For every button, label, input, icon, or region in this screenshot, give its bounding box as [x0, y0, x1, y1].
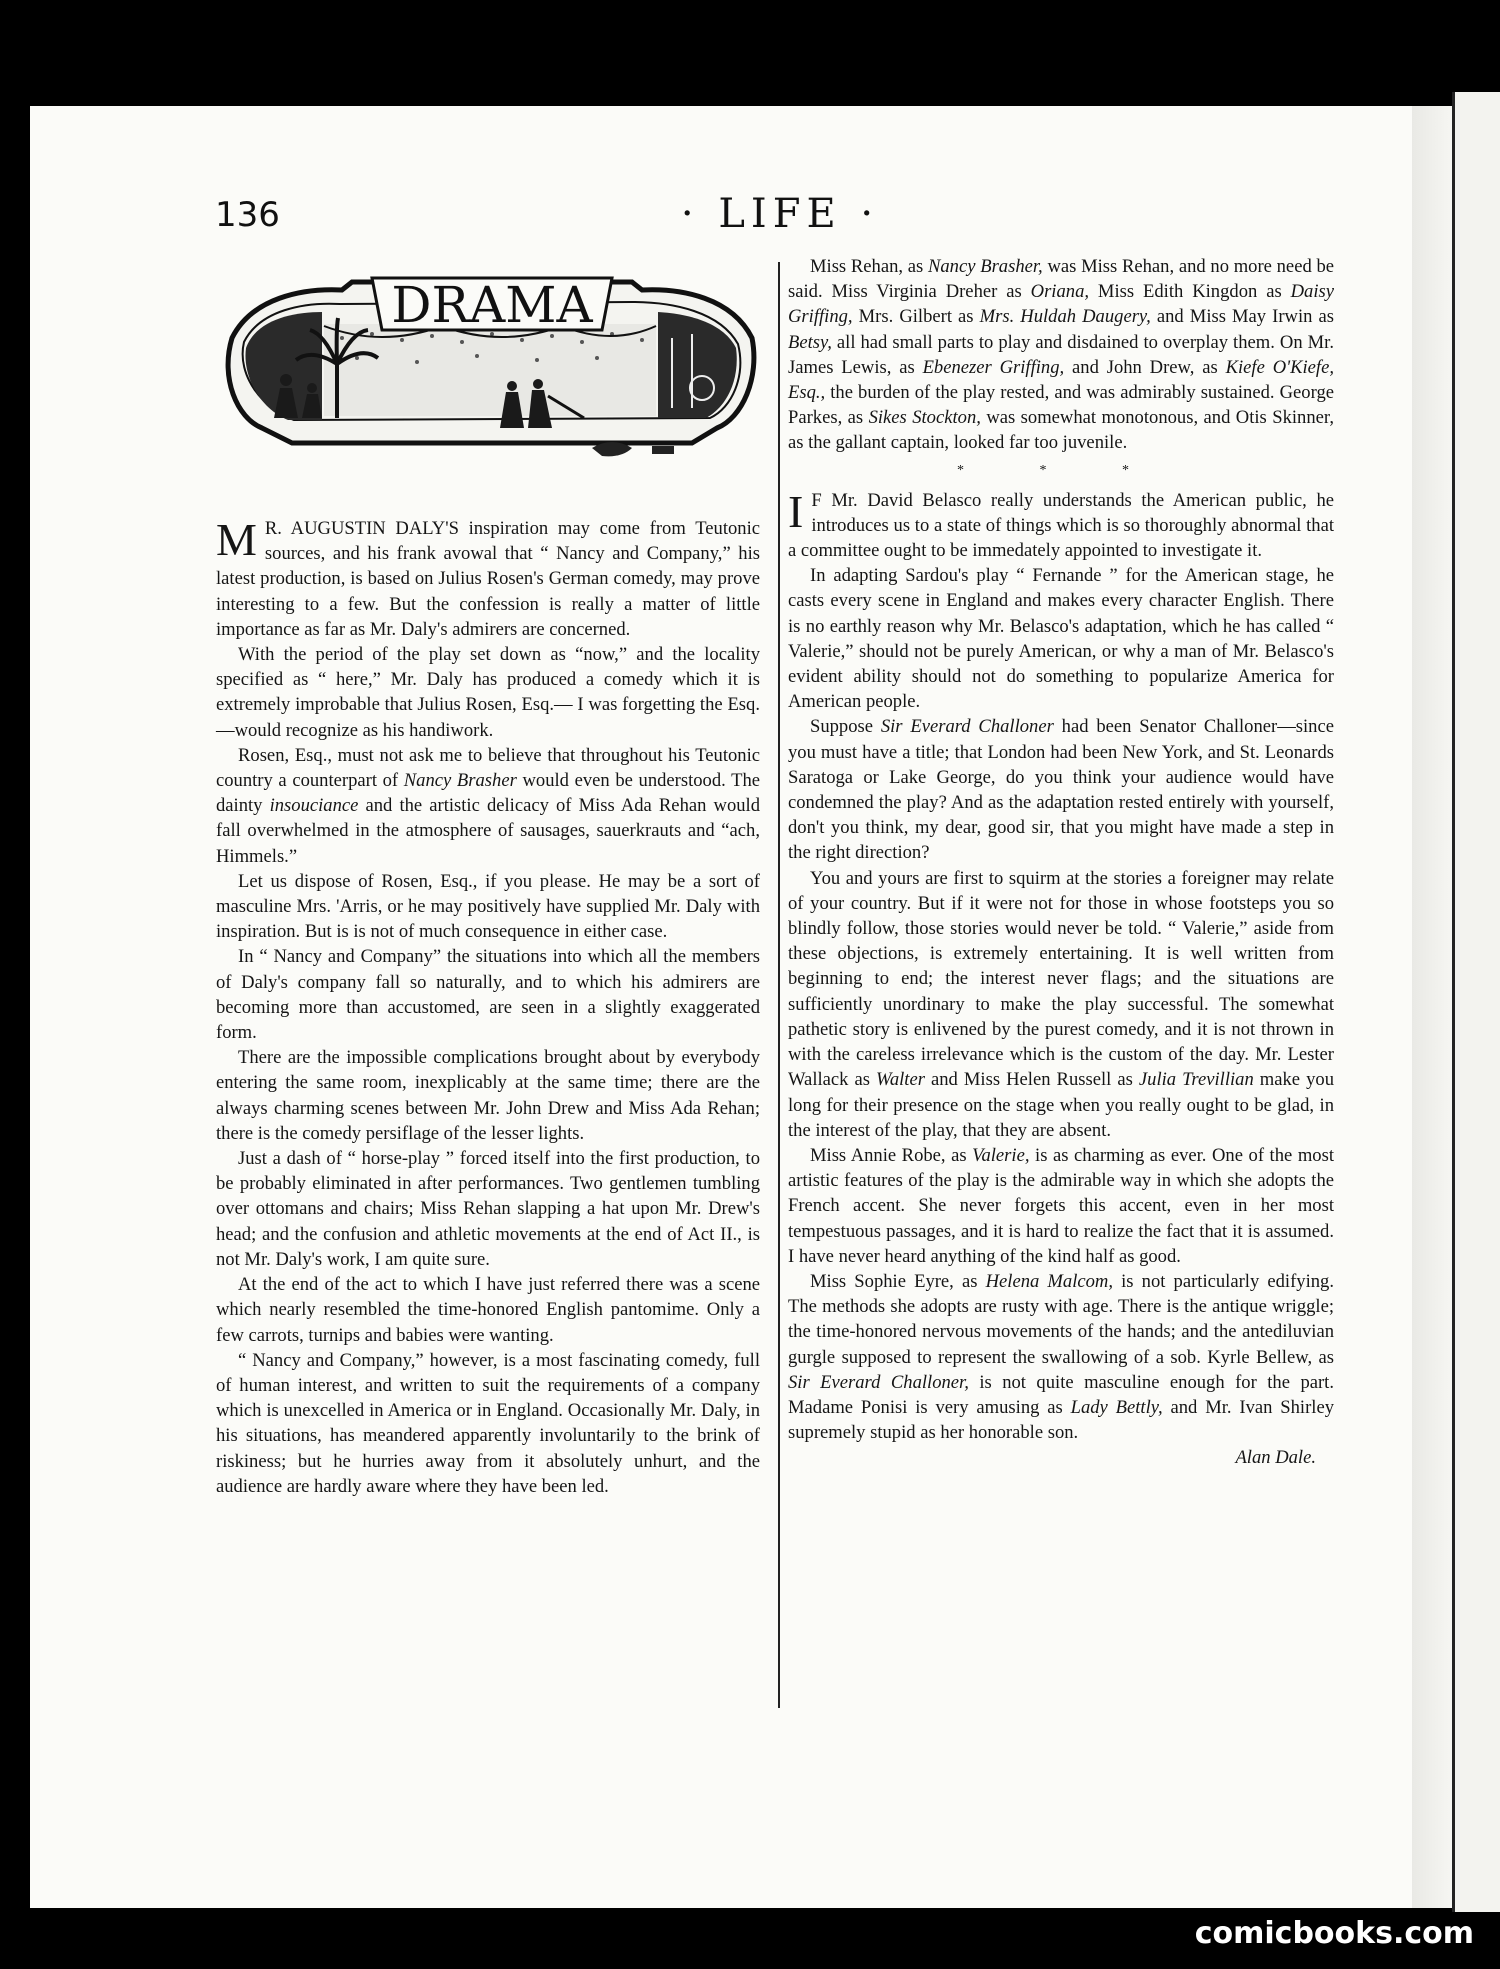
right-column	[788, 254, 1334, 1471]
section-separator: * * *	[957, 462, 1165, 478]
paragraph: In adapting Sardou's play “ Fernande ” for the American stage, he casts every scene in England and makes every character English. There is no earthly reason why Mr. Belasco's adaptation, which he has called “ Valerie,” should not be purely American, or why a man of Mr. Belasco's evident ability should not do something to popularize America for American people.	[788, 565, 1334, 713]
drama-stage-icon	[212, 268, 767, 490]
italic-name: Nancy Brasher	[403, 770, 517, 792]
paragraph: Miss Rehan, as Nancy Brasher, was Miss Rehan, and no more need be said. Miss Virginia Dreher as Oriana, Miss Edith Kingdon as Daisy Griffing, Mrs. Gilbert as Mrs. Huldah Daugery, and Miss May Irwin as Betsy, all had small parts to play and disdained to overplay them. On Mr. James Lewis, as Ebenezer Griffing, and John Drew, as Kiefe O'Kiefe, Esq., the burden of the play rested, and was admirably sustained. George Parkes, as Sikes Stockton, was somewhat monotonous, and Otis Skinner, as the gallant captain, looked far too juvenile.	[788, 256, 1335, 454]
paragraph: “ Nancy and Company,” however, is a most fascinating comedy, full of human interest, and written to suit the requirements of a company which is unexcelled in America or in England. Occasionally Mr. Daly, in his situations, has meandered apparently involuntarily to the brink of riskiness; but he hurries away from it absolutely unhurt, and the audience are hardly aware where they have been led.	[216, 1349, 760, 1497]
left-column	[216, 516, 760, 1499]
paragraph: There are the impossible complications brought about by everybody entering the same room, inexplicably at the same time; there are the always charming scenes between Mr. John Drew and Miss Ada Rehan; there is the comedy persiflage of the lesser lights.	[216, 1047, 760, 1144]
paragraph: At the end of the act to which I have just referred there was a scene which nearly resembled the time-honored English pantomime. Only a few carrots, turnips and babies were wanting.	[216, 1274, 760, 1346]
author-signature: Alan Dale.	[1235, 1447, 1316, 1469]
paragraph: I F Mr. David Belasco really understands the American public, he introduces us to a state of things which is so thoroughly abnormal that a committee ought to be immedately appointed to investigate it.	[788, 485, 1334, 562]
page-gutter-shadow	[1412, 106, 1452, 1908]
drop-cap: I	[788, 485, 804, 537]
paragraph: Just a dash of “ horse-play ” forced itself into the first production, to be probably eliminated in after performances. Two gentlemen tumbling over ottomans and chairs; Miss Rehan slapping a hat upon Mr. Drew's head; and the confusion and athletic movements at the end of Act II., is not Mr. Daly's work, I am quite sure.	[216, 1148, 760, 1270]
paragraph	[216, 516, 760, 642]
drama-title: DRAMA	[391, 276, 593, 334]
paragraph-text: R. AUGUSTIN DALY'S inspiration may come from Teutonic sources, and his frank avowal that “ Nancy and Company,” his latest production, is based on Julius Rosen's German comedy, may prove interesting to a few. But the confession is really a matter of little importance as far as Mr. Daly's admirers are concerned.	[216, 518, 760, 640]
paragraph: In “ Nancy and Company” the situations into which all the members of Daly's company fall so naturally, and to which his admirers are becoming more than accustomed, are seen in a slightly exaggerated form.	[216, 946, 760, 1044]
adjacent-page-edge	[1452, 92, 1500, 1912]
paragraph: With the period of the play set down as “now,” and the locality specified as “ here,” Mr. Daly has produced a comedy which it is extremely improbable that Julius Rosen, Esq.— I was forgetting the Esq.—would recognize as his handiwork.	[216, 644, 760, 741]
paragraph: Let us dispose of Rosen, Esq., if you please. He may be a sort of masculine Mrs. 'Arris, or he may positively have supplied Mr. Daly with inspiration. But is is not of much consequence in either case.	[216, 870, 760, 943]
source-watermark: comicbooks.com	[1194, 1916, 1474, 1951]
paragraph: Miss Sophie Eyre, as Helena Malcom, is not particularly edifying. The methods she adopts are rusty with age. There is the antique wriggle; the time-honored nervous movements of the hands; and the antediluvian gurgle supposed to represent the swallowing of a sob. Kyrle Bellew, as Sir Everard Challoner, is not quite masculine enough for the part. Madame Ponisi is very amusing as Lady Bettly, and Mr. Ivan Shirley supremely stupid as her honorable son.	[788, 1270, 1334, 1444]
running-title: · LIFE ·	[680, 191, 880, 237]
column-divider	[778, 262, 780, 1708]
paragraph: Miss Annie Robe, as Valerie, is as charming as ever. One of the most artistic features of the play is the admirable way in which she adopts the French accent. She never forgets this accent, even in her most tempestuous passages, and it is hard to realize the fact that it is assumed. I have never heard anything of the kind half as good.	[788, 1144, 1334, 1267]
paragraph: Rosen, Esq., must not ask me to believe that throughout his Teutonic country a counterpart of Nancy Brasher would even be understood. The dainty insouciance and the artistic delicacy of Miss Ada Rehan would fall overwhelmed in the atmosphere of sausages, sauerkrauts and “ach, Himmels.”	[216, 744, 761, 867]
italic-word: insouciance	[269, 795, 359, 817]
drama-header-illustration	[212, 268, 767, 490]
paragraph: You and yours are first to squirm at the stories a foreigner may relate of your country. But if it were not for those in whose footsteps you so blindly follow, those stories would never be told. “ Valerie,” aside from these objections, is extremely entertaining. It is well written from beginning to end; the interest never flags; and the situations are sufficiently unordinary to make the play successful. The somewhat pathetic story is enlivened by the purest comedy, and it is not thrown in with the careless irrelevance which is the custom of the day. Mr. Lester Wallack as Walter and Miss Helen Russell as Julia Trevillian make you long for their presence on the stage when you really ought to be glad, in the interest of the play, that they are absent.	[788, 867, 1335, 1141]
page-number: 136	[215, 195, 280, 235]
paragraph: Suppose Sir Everard Challoner had been Senator Challoner—since you must have a title; that London had been New York, and St. Leonards Saratoga or Lake George, do you think your audience would have condemned the play? And as the adaptation rested entirely with yourself, don't you think, my dear, good sir, that you might have made a step in the right direction?	[788, 716, 1334, 864]
drop-cap: M	[216, 514, 257, 565]
